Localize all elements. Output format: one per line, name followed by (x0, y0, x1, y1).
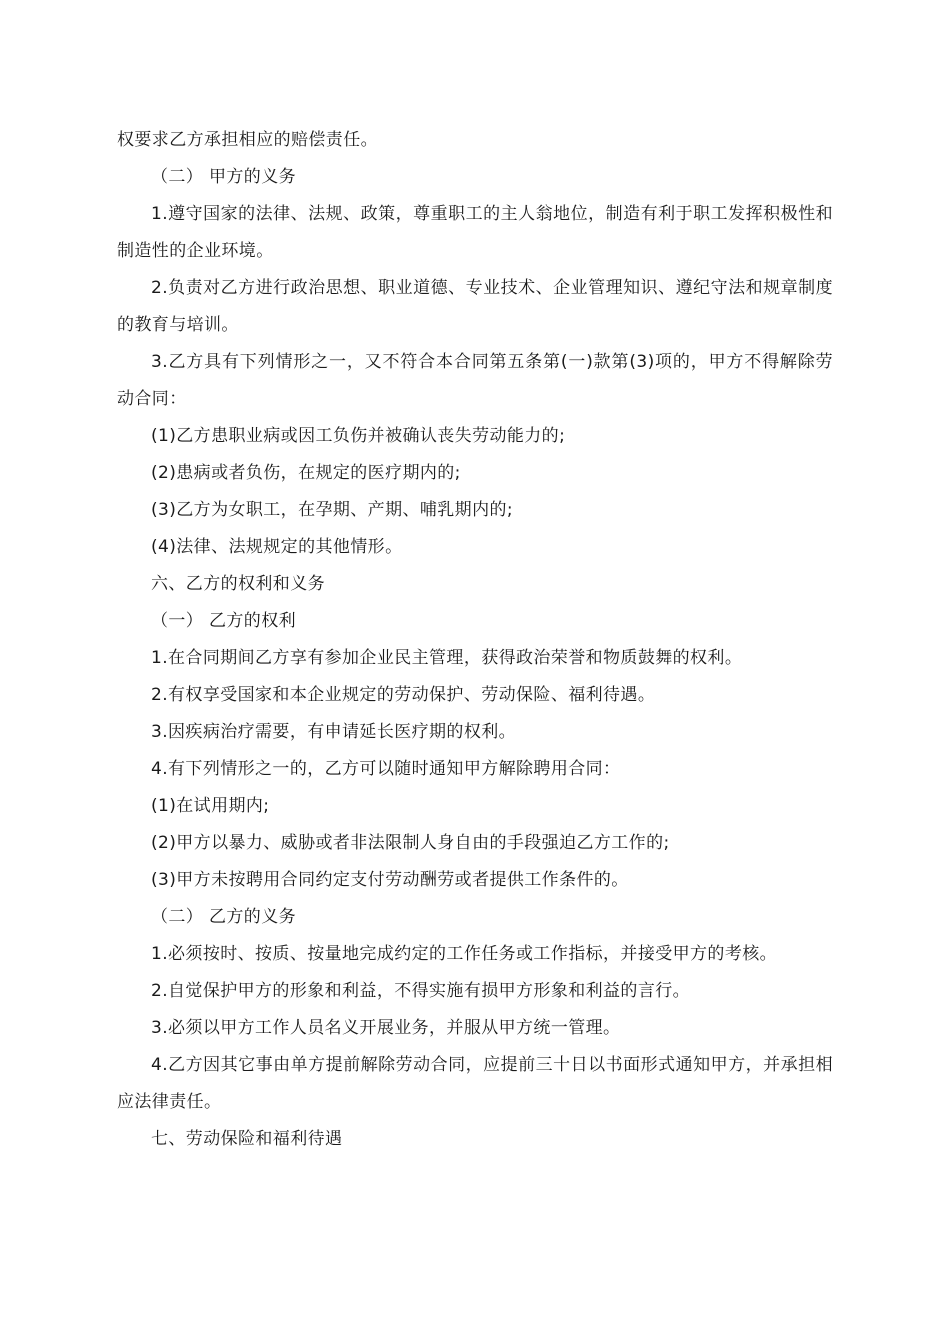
clause-paragraph: 4.乙方因其它事由单方提前解除劳动合同，应提前三十日以书面形式通知甲方，并承担相应法律责任。 (117, 1055, 833, 1112)
sub-clause-item: (3)乙方为女职工，在孕期、产期、哺乳期内的; (151, 500, 514, 520)
clause-paragraph: 2.负责对乙方进行政治思想、职业道德、专业技术、企业管理知识、遵纪守法和规章制度的教育与培训。 (117, 278, 833, 335)
clause-paragraph: 1.必须按时、按质、按量地完成约定的工作任务或工作指标，并接受甲方的考核。 (151, 944, 778, 964)
sub-clause-item: (1)在试用期内; (151, 796, 270, 816)
section-heading-party-a-obligations: （二） 甲方的义务 (151, 167, 297, 187)
sub-clause-item: (2)甲方以暴力、威胁或者非法限制人身自由的手段强迫乙方工作的; (151, 833, 670, 853)
clause-paragraph: 3.乙方具有下列情形之一，又不符合本合同第五条第(一)款第(3)项的，甲方不得解除劳动合同： (117, 352, 833, 409)
clause-paragraph: 4.有下列情形之一的，乙方可以随时通知甲方解除聘用合同： (151, 759, 621, 779)
section-heading-party-b-obligations: （二） 乙方的义务 (151, 907, 297, 927)
sub-clause-item: (1)乙方患职业病或因工负伤并被确认丧失劳动能力的; (151, 426, 566, 446)
section-heading-party-b-rights: （一） 乙方的权利 (151, 611, 297, 631)
paragraph-continuation: 权要求乙方承担相应的赔偿责任。 (117, 130, 378, 150)
sub-clause-item: (3)甲方未按聘用合同约定支付劳动酬劳或者提供工作条件的。 (151, 870, 629, 890)
sub-clause-item: (4)法律、法规规定的其他情形。 (151, 537, 403, 557)
clause-paragraph: 3.必须以甲方工作人员名义开展业务，并服从甲方统一管理。 (151, 1018, 621, 1038)
clause-paragraph: 3.因疾病治疗需要，有申请延长医疗期的权利。 (151, 722, 517, 742)
clause-paragraph: 1.在合同期间乙方享有参加企业民主管理，获得政治荣誉和物质鼓舞的权利。 (151, 648, 743, 668)
section-heading-seven: 七、劳动保险和福利待遇 (151, 1129, 343, 1149)
section-heading-six: 六、乙方的权利和义务 (151, 574, 325, 594)
sub-clause-item: (2)患病或者负伤，在规定的医疗期内的; (151, 463, 461, 483)
clause-paragraph: 2.自觉保护甲方的形象和利益，不得实施有损甲方形象和利益的言行。 (151, 981, 691, 1001)
clause-paragraph: 1.遵守国家的法律、法规、政策，尊重职工的主人翁地位，制造有利于职工发挥积极性和制造性的企业环境。 (117, 204, 833, 261)
document-body (117, 122, 833, 1158)
clause-paragraph: 2.有权享受国家和本企业规定的劳动保护、劳动保险、福利待遇。 (151, 685, 656, 705)
